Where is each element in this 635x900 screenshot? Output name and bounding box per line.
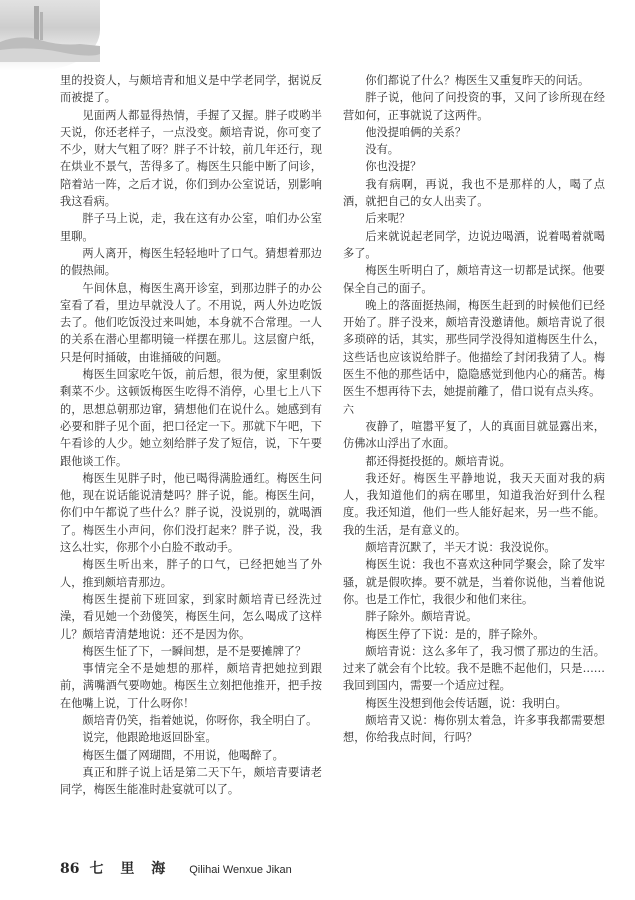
- paragraph: 晚上的落面挺热闹，梅医生赶到的时候他们已经开始了。胖子没来，颇培青没邀请他。颇培青说了很多琐碎的话，其实，那些同学没得知道梅医生什么，这些话也应该说给胖子。他描绘了封闭我猜了人。梅医生不他的那些话中，隐隐感觉到他内心的痛苦。梅医生不想再待下去，她提前離了，借口说有点头疼。: [343, 298, 605, 399]
- paragraph: 事情完全不是她想的那样，颇培青把她拉到跟前，满嘴酒气要吻她。梅医生立刻把他推开，把手按在他嘴上说，丁什么呀你！: [60, 662, 322, 710]
- paragraph: 夜静了，喧嚣平复了，人的真面目就显露出来，仿佛冰山浮出了水面。: [343, 419, 605, 451]
- paragraph: 颇培青仍笑，指着她说，你呀你，我全明白了。: [82, 713, 318, 727]
- paragraph: 梅医生说：我也不喜欢这种同学聚会，除了发牢骚，就是假吹捧。要不就是，当着你说他，当着他说你。也是工作忙，我很少和他们来往。: [343, 558, 605, 606]
- paragraph: 说完，他跟跄地返回卧室。: [82, 731, 217, 745]
- paragraph: 里的投资人，与颇培青和旭义是中学老同学，据说反而被提了。: [60, 74, 322, 105]
- paragraph: 梅医生僵了网瑚間，不用说，他喝醉了。: [82, 748, 284, 762]
- paragraph: 两人离开，梅医生轻轻地叶了口气。猜想着那边的假热闹。: [60, 246, 322, 278]
- paragraph: 胖子马上说，走，我在这有办公室，咱们办公室里聊。: [60, 212, 322, 243]
- paragraph: 后来就说起老同学，边说边喝酒，说着喝着就喝多了。: [343, 229, 605, 260]
- section-number: 六: [343, 402, 354, 416]
- paragraph: 我还好。梅医生平静地说，我天天面对我的病人，我知道他们的病在哪里，知道我治好到什么程度。我还知道，他们一些人能好起来，另一些不能。我的生活，是有意义的。: [343, 471, 605, 537]
- right-column-top: [343, 72, 605, 401]
- page-footer: [60, 858, 292, 878]
- paragraph: 你也没提？: [365, 160, 422, 174]
- paragraph: 没有。: [365, 143, 399, 157]
- paragraph: 见面两人都显得热情，手握了又握。胖子哎哟半天说，你还老样子，一点没变。颇培青说，你可变了不少，财大气粗了呀？胖子不计较，前几年还行，现在烘业不景气，苦得多了。梅医生只能中断了问诊，陪着站一阵，之后才说，你们到办公室说话，别影响我这看病。: [60, 108, 322, 209]
- magazine-title-cn: 七 里 海: [89, 861, 172, 877]
- magazine-title-en: Qilihai Wenxue Jikan: [189, 864, 292, 876]
- paragraph: 梅医生回家吃午饭，前后想，很为便，家里剩饭剩菜不少。这顿饭梅医生吃得不消停，心里七上八下的，思想总朝那边窜，猜想他们在说什么。她感到有必要和胖子见个面，把口径定一下。那就下午吧，下午看诊的人少。她立刻给胖子发了短信，说，下午要跟他谈工作。: [60, 368, 322, 468]
- paragraph: 梅医生听出来，胖子的口气，已经把她当了外人，推到颇培青那边。: [60, 558, 322, 589]
- paragraph: 梅医生听明白了，颇培青这一切都是试探。他要保全自己的面子。: [343, 264, 605, 295]
- paragraph: 都还得挺投挺的。颇培青说。: [365, 454, 511, 468]
- paragraph: 后来呢？: [365, 212, 411, 226]
- paragraph: 他没提咱俩的关系？: [365, 125, 467, 139]
- paragraph: 胖子除外。颇培青说。: [365, 610, 478, 624]
- right-column: [343, 72, 605, 747]
- paragraph: 梅医生见胖子时，他已喝得满脸通红。梅医生问他，现在说话能说清楚吗？胖子说，能。梅医生问，你们中午都说了些什么？胖子说，没说别的，就喝酒了。梅医生小声问，你们没打起来？胖子说，没，我这么壮实，你那个小白脸不敢动手。: [60, 471, 322, 555]
- paragraph: 颇培青说：这么多年了，我习惯了那边的生活。过来了就会有个比较。我不是瞧不起他们，只是……我回到国内，需要一个适应过程。: [343, 644, 605, 693]
- paragraph: 你们都说了什么？梅医生又重复昨天的问话。: [365, 74, 590, 87]
- left-column: [60, 72, 322, 798]
- paragraph: 我有病啊，再说，我也不是那样的人，喝了点酒，就把自己的女人出卖了。: [343, 177, 605, 209]
- paragraph: 梅医生提前下班回家，到家时颇培青已经洗过澡，看见她一个劲傻笑，梅医生问，怎么喝成了这样儿？颇培青清楚地说：还不是因为你。: [60, 592, 322, 641]
- paragraph: 午间休息，梅医生离开诊室，到那边胖子的办公室看了看，里边早就没人了。不用说，两人外边吃饭去了。他们吃饭没过来叫她，本身就不合常理。一人的关系在潜心里都明镜一样摆在那儿。这层窗户纸，只是何时捅破，由谁捅破的问题。: [60, 281, 322, 364]
- paragraph: 胖子说，他问了问投资的事，又问了诊所现在经营如何，正事就说了这两件。: [343, 91, 605, 122]
- paragraph: 梅医生没想到他会传话题，说：我明白。: [365, 696, 567, 710]
- right-column-bottom: [343, 418, 605, 747]
- header-decoration: [0, 0, 100, 70]
- paragraph: 真正和胖子说上话是第二天下午，颇培青要请老同学，梅医生能准时赴宴就可以了。: [60, 765, 322, 797]
- paragraph: 颇培青沉默了，半天才说：我没说你。: [365, 541, 556, 555]
- paragraph: 梅医生怔了下，一瞬间想，是不是要摊牌了？: [82, 644, 307, 658]
- paragraph: 颇培青又说：梅你别太着急，许多事我都需要想想，你给我点时间，行吗？: [343, 713, 605, 745]
- page-number: 86: [60, 861, 80, 877]
- paragraph: 梅医生停了下说：是的，胖子除外。: [365, 627, 545, 641]
- header-image: [0, 0, 100, 70]
